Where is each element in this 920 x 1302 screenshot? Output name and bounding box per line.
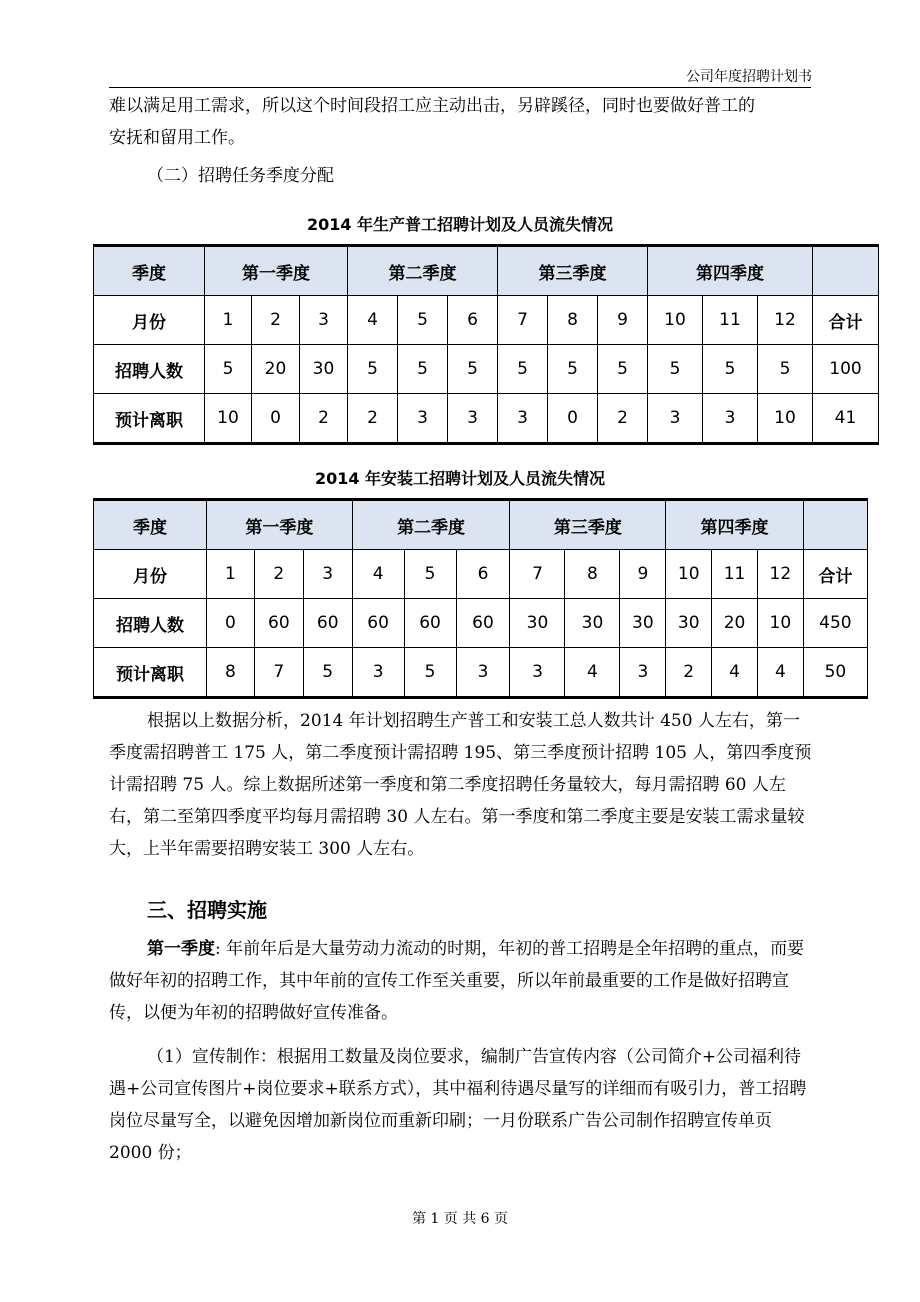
quarter-label-cell: 季度 [94,246,205,296]
table1-body [94,246,879,444]
quarter-header-cell: 第一季度 [207,500,353,550]
value-cell: 30 [300,345,348,394]
month-cell: 6 [448,296,498,345]
quarter-header-cell: 第四季度 [648,246,813,296]
quarter-row [94,500,868,550]
value-cell: 5 [303,648,352,698]
month-cell: 3 [303,550,352,599]
value-cell: 0 [548,394,598,444]
month-cell: 7 [498,296,548,345]
table2-body [94,500,868,698]
month-row [94,550,868,599]
month-label-cell: 月份 [94,550,207,599]
row-label-cell: 预计离职 [94,394,205,444]
month-cell: 6 [456,550,510,599]
table-row [94,599,868,648]
total-cell: 41 [813,394,879,444]
value-cell: 3 [398,394,448,444]
section-allocation: （二）招聘任务季度分配 [147,166,334,186]
value-cell: 5 [598,345,648,394]
value-cell: 5 [448,345,498,394]
month-cell: 12 [757,550,803,599]
month-cell: 9 [598,296,648,345]
total-header-cell: 合计 [813,296,879,345]
quarter-header-cell: 第四季度 [666,500,803,550]
value-cell: 60 [303,599,352,648]
month-row [94,296,879,345]
value-cell: 3 [703,394,758,444]
value-cell: 8 [207,648,255,698]
value-cell: 4 [565,648,620,698]
month-cell: 11 [703,296,758,345]
q1-lead: 第一季度 [147,939,215,959]
value-cell: 2 [348,394,398,444]
month-cell: 4 [348,296,398,345]
installer-plan-table [93,498,868,699]
quarter-header-cell: 第二季度 [348,246,498,296]
value-cell: 3 [648,394,703,444]
value-cell: 3 [510,648,565,698]
table2-caption: 2014 年安装工招聘计划及人员流失情况 [314,469,606,488]
total-cell: 50 [803,648,867,698]
value-cell: 5 [758,345,813,394]
table-row [94,394,879,444]
month-cell: 5 [404,550,456,599]
section-3-heading: 三、招聘实施 [147,898,267,922]
value-cell: 10 [205,394,252,444]
value-cell: 60 [456,599,510,648]
value-cell: 5 [205,345,252,394]
month-cell: 10 [666,550,712,599]
month-cell: 7 [510,550,565,599]
month-cell: 3 [300,296,348,345]
value-cell: 3 [498,394,548,444]
value-cell: 20 [712,599,758,648]
value-cell: 4 [712,648,758,698]
month-cell: 8 [565,550,620,599]
month-cell: 2 [252,296,300,345]
row-label-cell: 招聘人数 [94,345,205,394]
value-cell: 3 [448,394,498,444]
value-cell: 2 [666,648,712,698]
month-cell: 2 [254,550,303,599]
value-cell: 5 [703,345,758,394]
quarter-label-cell: 季度 [94,500,207,550]
intro-line-1: 难以满足用工需求，所以这个时间段招工应主动出击，另辟蹊径，同时也要做好普工的 [109,96,755,116]
table1-caption: 2014 年生产普工招聘计划及人员流失情况 [306,215,614,234]
value-cell: 60 [404,599,456,648]
value-cell: 30 [666,599,712,648]
value-cell: 5 [348,345,398,394]
quarter-header-cell: 第三季度 [498,246,648,296]
month-cell: 1 [205,296,252,345]
total-cell: 450 [803,599,867,648]
total-cell: 100 [813,345,879,394]
value-cell: 4 [757,648,803,698]
quarter-header-cell: 第三季度 [510,500,666,550]
value-cell: 10 [758,394,813,444]
value-cell: 20 [252,345,300,394]
blank-header-cell [803,500,867,550]
month-label-cell: 月份 [94,296,205,345]
running-header: 公司年度招聘计划书 [686,69,812,85]
intro-line-2: 安抚和留用工作。 [109,128,245,148]
month-cell: 11 [712,550,758,599]
month-cell: 5 [398,296,448,345]
value-cell: 30 [620,599,666,648]
value-cell: 5 [548,345,598,394]
publicity-item: （1）宣传制作：根据用工数量及岗位要求，编制广告宣传内容（公司简介+公司福利待遇+公司宣传图片+岗位要求+联系方式），其中福利待遇尽量写的详细而有吸引力，普工招聘岗位尽量写全，以避免因增加新岗位而重新印刷；一月份联系广告公司制作招聘宣传单页 2000 份； [109,1047,807,1163]
worker-plan-table [93,244,879,445]
value-cell: 3 [620,648,666,698]
value-cell: 0 [252,394,300,444]
month-cell: 1 [207,550,255,599]
month-cell: 10 [648,296,703,345]
value-cell: 5 [398,345,448,394]
value-cell: 30 [565,599,620,648]
q1-paragraph [109,933,813,1029]
table-row [94,345,879,394]
analysis-paragraph: 根据以上数据分析，2014 年计划招聘生产普工和安装工总人数共计 450 人左右，第一季度需招聘普工 175 人，第二季度预计需招聘 195、第三季度预计招聘 105 人，第四季度预计需招聘 75 人。综上数据所述第一季度和第二季度招聘任务量较大，每月需招聘 60 人左右，第二至第四季度平均每月需招聘 30 人左右。第一季度和第二季度主要是安装工需求量较大，上半年需要招聘安装工 300 人左右。 [109,711,812,859]
row-label-cell: 预计离职 [94,648,207,698]
value-cell: 3 [352,648,404,698]
total-header-cell: 合计 [803,550,867,599]
page-footer: 第 1 页 共 6 页 [411,1211,509,1227]
month-cell: 4 [352,550,404,599]
value-cell: 3 [456,648,510,698]
value-cell: 2 [598,394,648,444]
month-cell: 9 [620,550,666,599]
value-cell: 60 [352,599,404,648]
q1-text: : 年前年后是大量劳动力流动的时期，年初的普工招聘是全年招聘的重点，而要做好年初的招聘工作，其中年前的宣传工作至关重要，所以年前最重要的工作是做好招聘宣传，以便为年初的招聘做好宣传准备。 [109,939,805,1023]
value-cell: 5 [498,345,548,394]
quarter-row [94,246,879,296]
header-rule [109,87,811,88]
value-cell: 10 [757,599,803,648]
value-cell: 60 [254,599,303,648]
month-cell: 8 [548,296,598,345]
value-cell: 5 [648,345,703,394]
blank-header-cell [813,246,879,296]
value-cell: 5 [404,648,456,698]
value-cell: 7 [254,648,303,698]
value-cell: 30 [510,599,565,648]
quarter-header-cell: 第二季度 [352,500,510,550]
value-cell: 2 [300,394,348,444]
row-label-cell: 招聘人数 [94,599,207,648]
table-row [94,648,868,698]
month-cell: 12 [758,296,813,345]
value-cell: 0 [207,599,255,648]
quarter-header-cell: 第一季度 [205,246,348,296]
